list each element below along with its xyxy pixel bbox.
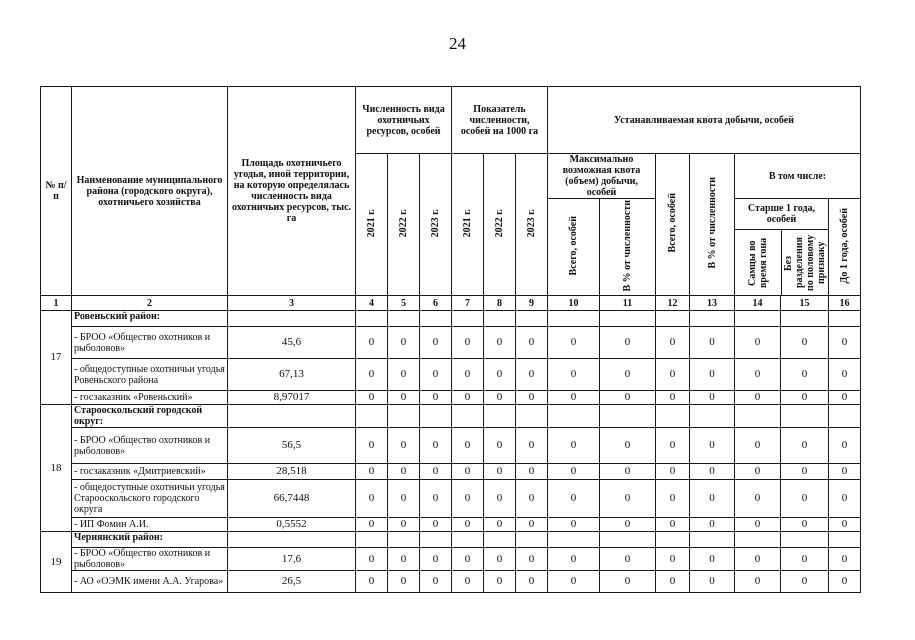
hunting-ground-name: - госзаказник «Ровеньский» [72,391,228,405]
area-value: 26,5 [228,571,356,593]
value-cell: 0 [656,359,690,391]
header-max-quota: Максимально возможная квота (объем) добычи, особей [548,154,656,199]
value-cell: 0 [656,327,690,359]
header-name: Наименование муниципального района (городского округа), охотничьего хозяйства [72,87,228,296]
empty-cell [735,532,781,548]
header-under1: До 1 года, особей [829,199,861,296]
value-cell: 0 [452,548,484,571]
empty-cell [452,532,484,548]
column-number: 14 [735,296,781,311]
empty-cell [452,311,484,327]
header-total-12: Всего, особей [656,154,690,296]
value-cell: 0 [548,428,600,464]
empty-cell [656,311,690,327]
value-cell: 0 [356,571,388,593]
value-cell: 0 [484,464,516,480]
empty-cell [690,405,735,428]
value-cell: 0 [829,391,861,405]
column-number: 3 [228,296,356,311]
empty-cell [484,532,516,548]
value-cell: 0 [600,518,656,532]
value-cell: 0 [690,480,735,518]
value-cell: 0 [690,428,735,464]
value-cell: 0 [356,518,388,532]
column-number: 16 [829,296,861,311]
value-cell: 0 [356,391,388,405]
value-cell: 0 [388,548,420,571]
empty-cell [516,532,548,548]
district-name: Ровеньский район: [72,311,228,327]
page-number: 24 [449,34,466,53]
value-cell: 0 [656,391,690,405]
value-cell: 0 [781,428,829,464]
value-cell: 0 [420,391,452,405]
column-number: 1 [41,296,72,311]
area-value: 8,97017 [228,391,356,405]
value-cell: 0 [388,359,420,391]
value-cell: 0 [600,327,656,359]
hunting-ground-name: - АО «ОЭМК имени А.А. Угарова» [72,571,228,593]
table-row [41,464,861,480]
value-cell: 0 [452,464,484,480]
row-number: 18 [41,405,72,532]
value-cell: 0 [484,480,516,518]
value-cell: 0 [484,548,516,571]
value-cell: 0 [735,480,781,518]
empty-cell [388,311,420,327]
value-cell: 0 [690,571,735,593]
value-cell: 0 [829,518,861,532]
header-no: № п/п [41,87,72,296]
value-cell: 0 [829,480,861,518]
value-cell: 0 [452,391,484,405]
value-cell: 0 [735,548,781,571]
hunting-ground-name: - БРОО «Общество охотников и рыболовов» [72,428,228,464]
header-population: Численность вида охотничьих ресурсов, особей [356,87,452,154]
hunting-ground-name: - ИП Фомин А.И. [72,518,228,532]
value-cell: 0 [356,327,388,359]
empty-cell [735,311,781,327]
value-cell: 0 [781,359,829,391]
value-cell: 0 [690,518,735,532]
value-cell: 0 [781,480,829,518]
empty-cell [452,405,484,428]
header-area: Площадь охотничьего угодья, иной территории, на которую определялась численность вида охотничьих ресурсов, тыс. га [228,87,356,296]
value-cell: 0 [356,548,388,571]
value-cell: 0 [420,548,452,571]
hunting-ground-name: - общедоступные охотничьи угодья Ровеньского района [72,359,228,391]
empty-cell [388,532,420,548]
column-number: 8 [484,296,516,311]
empty-cell [516,405,548,428]
header-older [735,199,829,296]
value-cell: 0 [829,571,861,593]
row-number: 19 [41,532,72,593]
header-males: Самцы во время гона [735,230,782,295]
value-cell: 0 [388,480,420,518]
header-pop-2021: 2021 г. [356,154,388,296]
empty-cell [228,311,356,327]
column-number: 12 [656,296,690,311]
column-number: 2 [72,296,228,311]
empty-cell [690,311,735,327]
value-cell: 0 [735,428,781,464]
value-cell: 0 [656,571,690,593]
value-cell: 0 [600,548,656,571]
header-den-2021: 2021 г. [452,154,484,296]
value-cell: 0 [388,391,420,405]
value-cell: 0 [516,327,548,359]
district-row [41,311,861,327]
value-cell: 0 [690,359,735,391]
value-cell: 0 [735,571,781,593]
column-number: 11 [600,296,656,311]
value-cell: 0 [420,571,452,593]
district-row [41,532,861,548]
value-cell: 0 [548,518,600,532]
empty-cell [600,405,656,428]
district-name: Чернянский район: [72,532,228,548]
column-number: 5 [388,296,420,311]
value-cell: 0 [548,327,600,359]
value-cell: 0 [420,428,452,464]
empty-cell [388,405,420,428]
value-cell: 0 [781,464,829,480]
value-cell: 0 [600,464,656,480]
value-cell: 0 [548,359,600,391]
value-cell: 0 [829,548,861,571]
header-quota: Устанавливаемая квота добычи, особей [548,87,861,154]
value-cell: 0 [484,518,516,532]
value-cell: 0 [516,518,548,532]
hunting-ground-name: - общедоступные охотничьи угодья Старооскольского городского округа [72,480,228,518]
empty-cell [600,311,656,327]
value-cell: 0 [516,571,548,593]
column-index-row [41,296,861,311]
column-number: 7 [452,296,484,311]
value-cell: 0 [420,518,452,532]
header-in-total: В том числе: [735,154,861,199]
hunting-ground-name: - БРОО «Общество охотников и рыболовов» [72,548,228,571]
value-cell: 0 [600,391,656,405]
table-row [41,428,861,464]
value-cell: 0 [735,359,781,391]
value-cell: 0 [735,464,781,480]
value-cell: 0 [388,571,420,593]
value-cell: 0 [484,391,516,405]
area-value: 66,7448 [228,480,356,518]
table-row [41,518,861,532]
value-cell: 0 [690,391,735,405]
value-cell: 0 [548,548,600,571]
value-cell: 0 [735,391,781,405]
column-number: 10 [548,296,600,311]
table-row [41,391,861,405]
hunting-ground-name: - госзаказник «Дмитриевский» [72,464,228,480]
value-cell: 0 [656,518,690,532]
value-cell: 0 [600,428,656,464]
row-number: 17 [41,311,72,405]
header-no-sex: Без разделения по половому признаку [783,234,827,291]
column-number: 9 [516,296,548,311]
value-cell: 0 [452,571,484,593]
value-cell: 0 [656,480,690,518]
table-row [41,359,861,391]
column-number: 13 [690,296,735,311]
value-cell: 0 [388,518,420,532]
header-pop-2023: 2023 г. [420,154,452,296]
empty-cell [356,311,388,327]
empty-cell [656,405,690,428]
value-cell: 0 [420,480,452,518]
empty-cell [829,405,861,428]
value-cell: 0 [452,327,484,359]
value-cell: 0 [388,327,420,359]
value-cell: 0 [735,327,781,359]
empty-cell [548,405,600,428]
table-row [41,548,861,571]
value-cell: 0 [656,548,690,571]
table-row [41,571,861,593]
header-density: Показатель численности, особей на 1000 га [452,87,548,154]
empty-cell [656,532,690,548]
header-pop-2022: 2022 г. [388,154,420,296]
table-row [41,327,861,359]
value-cell: 0 [452,518,484,532]
empty-cell [228,405,356,428]
value-cell: 0 [600,480,656,518]
older-label: Старше 1 года, особей [735,199,828,230]
value-cell: 0 [829,428,861,464]
value-cell: 0 [484,359,516,391]
empty-cell [420,405,452,428]
header-total-10: Всего, особей [548,199,600,296]
value-cell: 0 [388,428,420,464]
value-cell: 0 [516,391,548,405]
value-cell: 0 [781,548,829,571]
value-cell: 0 [656,464,690,480]
area-value: 45,6 [228,327,356,359]
value-cell: 0 [484,428,516,464]
quota-table [40,86,861,593]
header-pct-13: В % от численности [690,154,735,296]
value-cell: 0 [548,391,600,405]
value-cell: 0 [829,464,861,480]
value-cell: 0 [781,391,829,405]
value-cell: 0 [516,359,548,391]
value-cell: 0 [600,571,656,593]
table-row [41,480,861,518]
value-cell: 0 [781,518,829,532]
empty-cell [356,405,388,428]
empty-cell [516,311,548,327]
value-cell: 0 [548,464,600,480]
empty-cell [420,311,452,327]
column-number: 4 [356,296,388,311]
value-cell: 0 [829,359,861,391]
value-cell: 0 [690,327,735,359]
value-cell: 0 [388,464,420,480]
value-cell: 0 [781,571,829,593]
value-cell: 0 [735,518,781,532]
value-cell: 0 [548,480,600,518]
area-value: 0,5552 [228,518,356,532]
empty-cell [735,405,781,428]
empty-cell [548,311,600,327]
value-cell: 0 [420,464,452,480]
empty-cell [484,405,516,428]
value-cell: 0 [420,327,452,359]
value-cell: 0 [452,359,484,391]
value-cell: 0 [452,480,484,518]
value-cell: 0 [781,327,829,359]
empty-cell [781,311,829,327]
value-cell: 0 [829,327,861,359]
empty-cell [228,532,356,548]
area-value: 17,6 [228,548,356,571]
value-cell: 0 [356,464,388,480]
value-cell: 0 [656,428,690,464]
value-cell: 0 [690,464,735,480]
empty-cell [356,532,388,548]
empty-cell [829,311,861,327]
column-number: 6 [420,296,452,311]
district-name: Старооскольский городской округ: [72,405,228,428]
header-den-2023: 2023 г. [516,154,548,296]
value-cell: 0 [484,327,516,359]
value-cell: 0 [516,480,548,518]
value-cell: 0 [516,428,548,464]
value-cell: 0 [600,359,656,391]
column-number: 15 [781,296,829,311]
value-cell: 0 [516,548,548,571]
value-cell: 0 [356,359,388,391]
empty-cell [600,532,656,548]
district-row [41,405,861,428]
header-pct-11: В % от численности [600,199,656,296]
value-cell: 0 [548,571,600,593]
area-value: 28,518 [228,464,356,480]
empty-cell [829,532,861,548]
area-value: 67,13 [228,359,356,391]
value-cell: 0 [356,428,388,464]
hunting-ground-name: - БРОО «Общество охотников и рыболовов» [72,327,228,359]
header-den-2022: 2022 г. [484,154,516,296]
value-cell: 0 [356,480,388,518]
value-cell: 0 [452,428,484,464]
empty-cell [484,311,516,327]
value-cell: 0 [516,464,548,480]
empty-cell [781,532,829,548]
empty-cell [690,532,735,548]
empty-cell [781,405,829,428]
value-cell: 0 [484,571,516,593]
value-cell: 0 [690,548,735,571]
area-value: 56,5 [228,428,356,464]
empty-cell [420,532,452,548]
value-cell: 0 [420,359,452,391]
empty-cell [548,532,600,548]
